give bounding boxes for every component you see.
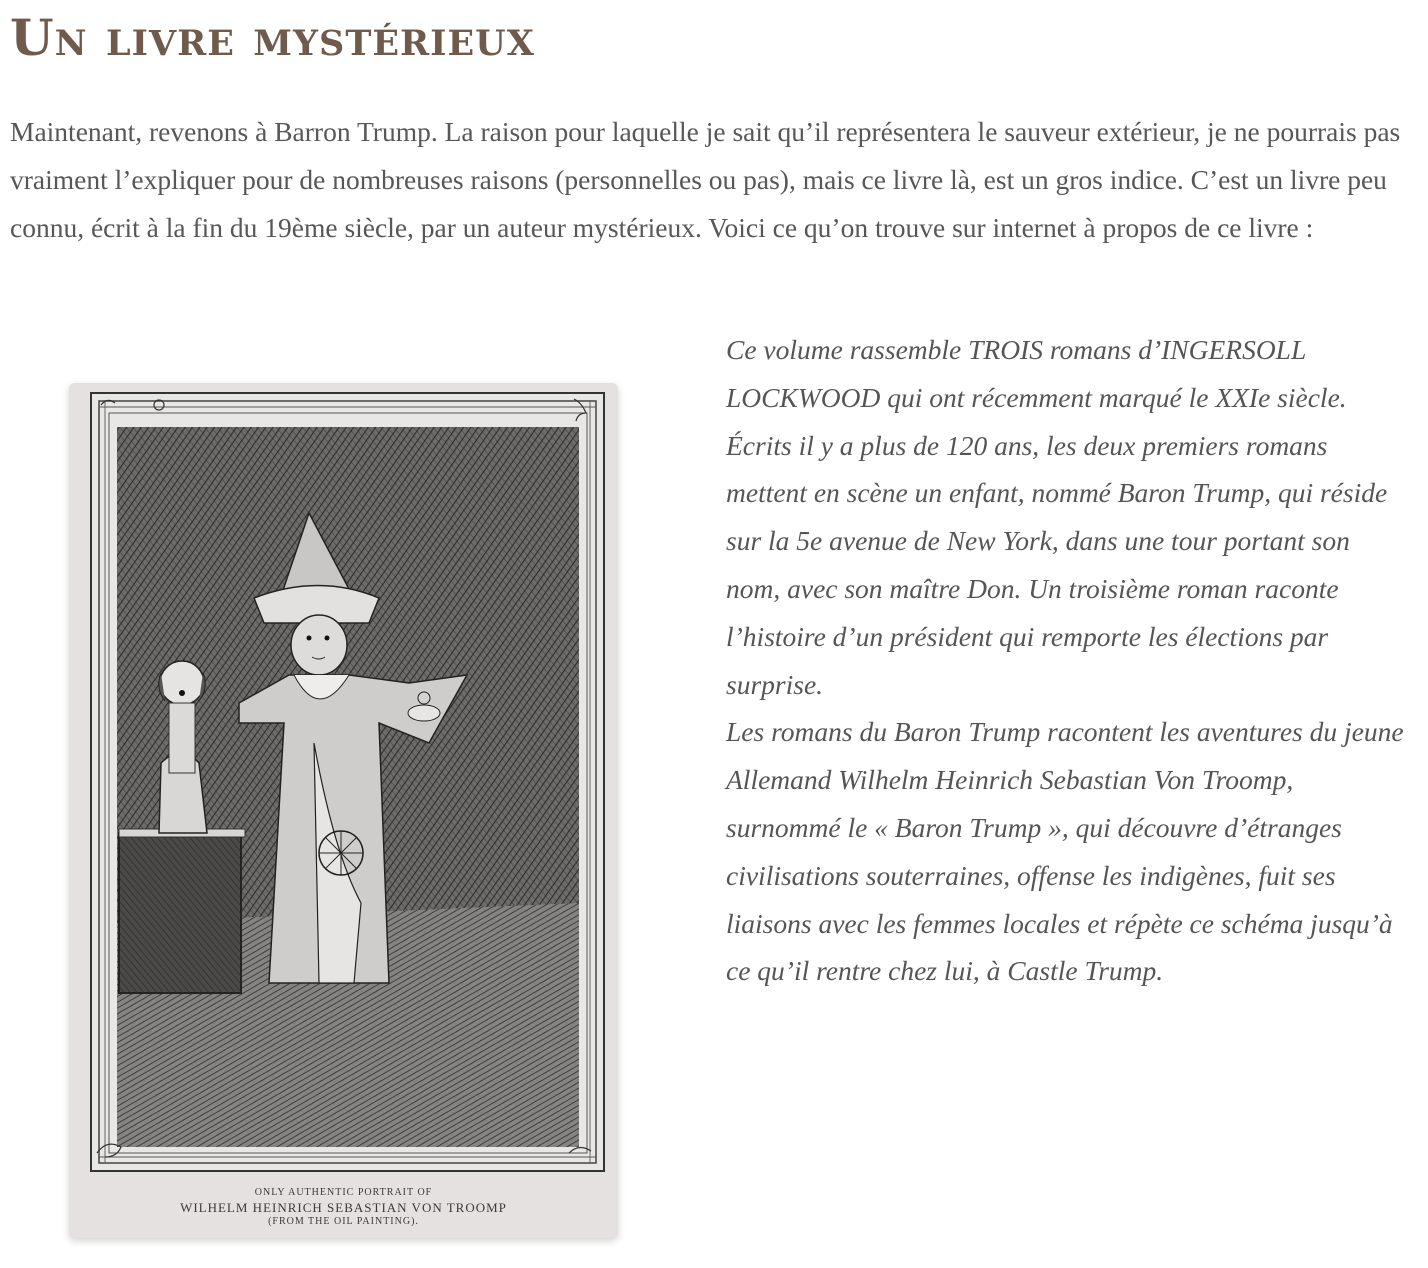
book-description-quote — [726, 326, 1406, 995]
caption-line-2: WILHELM HEINRICH SEBASTIAN VON TROOMP — [180, 1200, 507, 1215]
caption-line-1: ONLY AUTHENTIC PORTRAIT OF — [254, 1187, 433, 1198]
intro-paragraph: Maintenant, revenons à Barron Trump. La raison pour laquelle je sait qu’il représentera le sauveur extérieur, je ne pourrais pas vraiment l’expliquer pour de nombreuses raisons (personnelles ou pas), mais ce livre là, est un gros indice. C’est un livre peu connu, écrit à la fin du 19ème siècle, par un auteur mystérieux. Voici ce qu’on trouve sur internet à propos de ce livre : — [10, 116, 1401, 243]
engraving-image — [69, 383, 618, 1183]
caption-line-3: (FROM THE OIL PAINTING). — [268, 1216, 419, 1227]
quote-paragraph: Les romans du Baron Trump racontent les aventures du jeune Allemand Wilhelm Heinrich Sebastian Von Troomp, surnommé le « Baron Trump », qui découvre d’étranges civilisations souterraines, offense les indigènes, fuit ses liaisons avec les femmes locales et répète ce schéma jusqu’à ce qu’il rentre chez lui, à Castle Trump. — [726, 716, 1404, 987]
pedestal — [119, 829, 245, 993]
quote-paragraph: Ce volume rassemble TROIS romans d’INGERSOLL LOCKWOOD qui ont récemment marqué le XXIe siècle. Écrits il y a plus de 120 ans, les deux premiers romans mettent en scène un enfant, nommé Baron Trump, qui réside sur la 5e avenue de New York, dans une tour portant son nom, avec son maître Don. Un troisième roman raconte l’histoire d’un président qui remporte les élections par surprise. — [726, 334, 1388, 700]
book-illustration — [69, 383, 618, 1238]
section-title: Un livre mystérieux — [10, 8, 535, 67]
